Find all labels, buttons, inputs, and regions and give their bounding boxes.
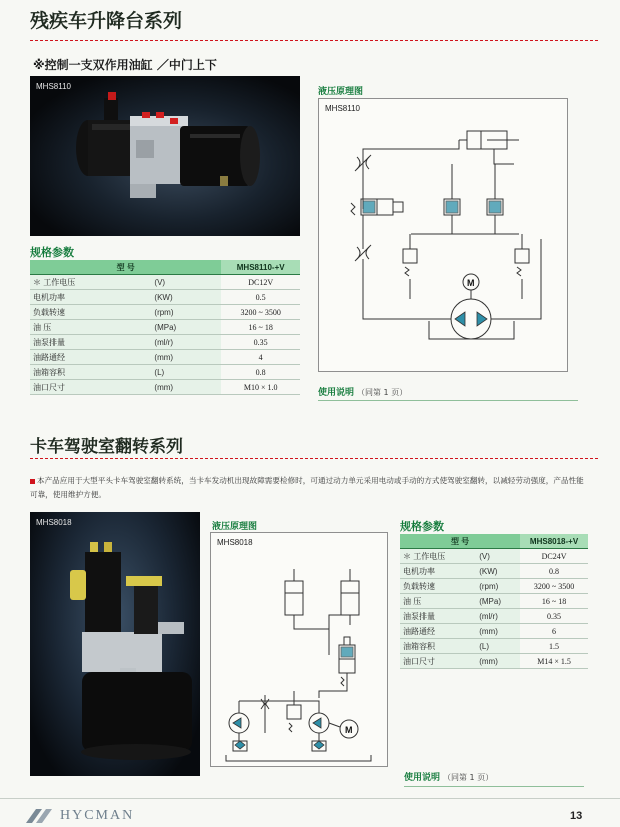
- photo-model-label: MHS8110: [36, 82, 71, 91]
- spec-unit: (L): [476, 639, 520, 654]
- spec-value: 3200 ~ 3500: [221, 305, 300, 320]
- section1-spec-table: [30, 260, 300, 395]
- spec-unit: (KW): [151, 290, 221, 305]
- spec-row: [400, 639, 588, 654]
- section2-spec-table: [400, 534, 588, 669]
- spec-name: 油 压: [30, 320, 151, 335]
- spec-unit: (MPa): [476, 594, 520, 609]
- spec-value: 16 ~ 18: [520, 594, 588, 609]
- spec-value: M10 × 1.0: [221, 380, 300, 395]
- spec-row: [400, 609, 588, 624]
- section2-usage: [404, 770, 493, 783]
- spec-name: 油口尺寸: [400, 654, 476, 669]
- section2-description: [30, 474, 586, 502]
- spec-header-model: MHS8018-+V: [520, 534, 588, 549]
- spec-unit: (ml/r): [476, 609, 520, 624]
- spec-header-label: 型 号: [400, 534, 520, 549]
- spec-value: 6: [520, 624, 588, 639]
- hydraulic-power-unit-image: [30, 76, 300, 236]
- spec-name: 油箱容积: [400, 639, 476, 654]
- spec-row: [30, 365, 300, 380]
- hydraulic-schematic-mhs8110: [319, 99, 567, 371]
- spec-unit: (mm): [476, 654, 520, 669]
- spec-value: 0.8: [221, 365, 300, 380]
- spec-header-row: [400, 534, 588, 549]
- section1-title-rule: [30, 40, 598, 41]
- spec-row: [400, 549, 588, 564]
- usage-note: （同第 1 页）: [443, 773, 494, 782]
- spec-name: 油箱容积: [30, 365, 151, 380]
- spec-value: 0.35: [221, 335, 300, 350]
- spec-row: [30, 350, 300, 365]
- spec-unit: (V): [476, 549, 520, 564]
- spec-row: [400, 654, 588, 669]
- spec-name: 油泵排量: [30, 335, 151, 350]
- product-photo-mhs8110: [30, 76, 300, 236]
- spec-name: 负载转速: [30, 305, 151, 320]
- brand-mark-icon: [26, 809, 54, 823]
- spec-value: 0.5: [221, 290, 300, 305]
- section1-usage: [318, 385, 407, 398]
- section2-usage-rule: [404, 786, 584, 787]
- spec-row: [30, 290, 300, 305]
- section2-diagram-title: 液压原理图: [212, 522, 258, 532]
- motor-symbol: M: [345, 725, 353, 735]
- spec-header-label: 型 号: [30, 260, 221, 275]
- spec-value: M14 × 1.5: [520, 654, 588, 669]
- section2-title: 卡车驾驶室翻转系列: [30, 437, 183, 457]
- spec-row: [400, 564, 588, 579]
- spec-value: 4: [221, 350, 300, 365]
- diagram-model-label: MHS8110: [325, 104, 360, 113]
- section1-title: 残疾车升降台系列: [30, 10, 183, 32]
- spec-row: [30, 380, 300, 395]
- spec-name: ＊ 工作电压: [400, 549, 476, 564]
- spec-unit: (mm): [151, 380, 221, 395]
- spec-unit: (ml/r): [151, 335, 221, 350]
- spec-header-row: [30, 260, 300, 275]
- section2-spec-heading: 规格参数: [400, 520, 444, 533]
- diagram-model-label: MHS8018: [217, 538, 253, 547]
- spec-row: [30, 320, 300, 335]
- spec-name: ＊ 工作电压: [30, 275, 151, 290]
- spec-unit: (MPa): [151, 320, 221, 335]
- motor-symbol: M: [467, 278, 475, 288]
- spec-unit: (rpm): [476, 579, 520, 594]
- spec-unit: (V): [151, 275, 221, 290]
- spec-value: 3200 ~ 3500: [520, 579, 588, 594]
- spec-value: 16 ~ 18: [221, 320, 300, 335]
- usage-label: 使用说明: [318, 388, 355, 398]
- section1-subtitle: ※控制一支双作用油缸 ／中门上下: [33, 58, 217, 72]
- spec-value: 0.35: [520, 609, 588, 624]
- section1-usage-rule: [318, 400, 578, 401]
- spec-unit: (mm): [151, 350, 221, 365]
- hydraulic-schematic-mhs8018: [211, 533, 387, 766]
- spec-name: 油口尺寸: [30, 380, 151, 395]
- spec-name: 油路通经: [400, 624, 476, 639]
- section1-hydraulic-diagram: [318, 98, 568, 372]
- spec-name: 电机功率: [400, 564, 476, 579]
- spec-unit: (L): [151, 365, 221, 380]
- spec-unit: (mm): [476, 624, 520, 639]
- footer-rule: [0, 798, 620, 799]
- description-text: 本产品应用于大型平头卡车驾驶室翻转系统，当卡车发动机出现故障需要检修时，可通过动力单元采用电动或手动的方式使驾驶室翻转，以减轻劳动强度，产品性能可靠，使用维护方便。: [30, 476, 584, 499]
- spec-row: [400, 579, 588, 594]
- brand-name: HYCMAN: [60, 808, 135, 823]
- usage-note: （同第 1 页）: [357, 388, 408, 397]
- section1-diagram-title: 液压原理图: [318, 87, 364, 97]
- spec-header-model: MHS8110-+V: [221, 260, 300, 275]
- usage-label: 使用说明: [404, 773, 441, 783]
- spec-name: 负载转速: [400, 579, 476, 594]
- spec-unit: (rpm): [151, 305, 221, 320]
- section1-spec-heading: 规格参数: [30, 246, 74, 259]
- spec-row: [30, 305, 300, 320]
- spec-name: 油 压: [400, 594, 476, 609]
- spec-value: DC24V: [520, 549, 588, 564]
- spec-value: 1.5: [520, 639, 588, 654]
- product-photo-mhs8018: [30, 512, 200, 776]
- section2-hydraulic-diagram: [210, 532, 388, 767]
- spec-row: [400, 624, 588, 639]
- spec-row: [30, 335, 300, 350]
- spec-row: [30, 275, 300, 290]
- spec-value: DC12V: [221, 275, 300, 290]
- spec-row: [400, 594, 588, 609]
- spec-unit: (KW): [476, 564, 520, 579]
- photo-model-label: MHS8018: [36, 518, 72, 527]
- spec-value: 0.8: [520, 564, 588, 579]
- section2-title-rule: [30, 458, 598, 459]
- spec-name: 电机功率: [30, 290, 151, 305]
- description-bullet: [30, 479, 35, 484]
- brand-logo: [26, 808, 134, 824]
- spec-name: 油路通经: [30, 350, 151, 365]
- page-number: 13: [570, 810, 583, 822]
- spec-name: 油泵排量: [400, 609, 476, 624]
- hydraulic-power-unit-image: [30, 512, 200, 776]
